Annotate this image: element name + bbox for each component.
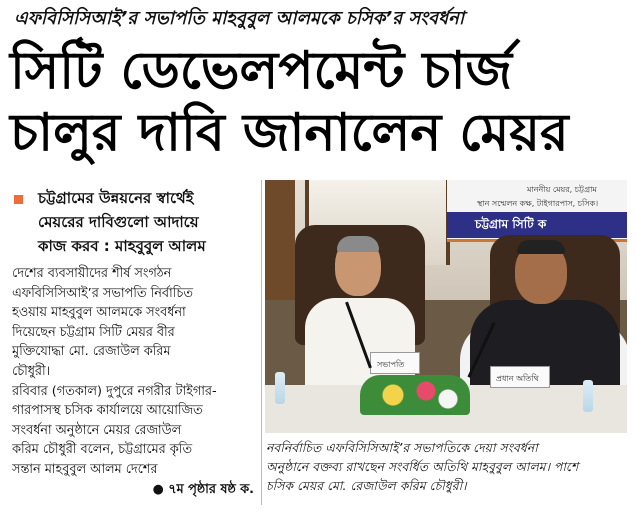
body-line: চৌধুরী।: [12, 363, 51, 379]
body-line: হওয়ায় মাহবুবুল আলমকে সংবর্ধনা: [12, 305, 186, 321]
column-divider: [261, 180, 262, 505]
body-line: সংবর্ধনা অনুষ্ঠানে মেয়র রেজাউল: [12, 422, 182, 438]
body-line: সন্তান মাহবুবুল আলম দেশের: [12, 461, 158, 477]
placard-text: প্রধান অতিথি: [496, 374, 539, 383]
person-speaker-hair: [337, 236, 379, 252]
person-mayor-hair: [517, 240, 565, 254]
body-line: গারপাসস্থ চসিক কার্যালয়ে আয়োজিত: [12, 403, 203, 419]
body-line: এফবিসিসিআই’র সভাপতি নির্বাচিত: [12, 285, 193, 301]
banner-small-text: স্থান সম্মেলন কক্ষ, টাইগারপাস, চসিক।: [477, 199, 599, 208]
continued-on-page-link[interactable]: ● ৭ম পৃষ্ঠার ষষ্ঠ ক.: [152, 481, 254, 497]
body-line: করিম চৌধুরী বলেন, চট্টগ্রামের কৃতি: [12, 442, 192, 458]
summary-line: মেয়রের দাবিগুলো আদায়ে: [38, 213, 199, 231]
headline-line-2: চালুর দাবি জানালেন মেয়র: [10, 103, 569, 163]
water-bottle: [583, 380, 593, 412]
name-placard-left: [370, 352, 420, 374]
square-bullet-icon: [14, 195, 23, 204]
flower-bouquet: [360, 375, 470, 415]
body-line: দেশের ব্যবসায়ীদের শীর্ষ সংগঠন: [12, 266, 172, 281]
caption-line: অনুষ্ঠানে বক্তব্য রাখছেন সংবর্ধিত অতিথি মাহবুবুল আলম। পাশে: [266, 459, 579, 474]
photo-caption: [266, 438, 630, 495]
body-line: মুক্তিযোদ্ধা মো. রেজাউল করিম: [12, 344, 171, 360]
news-photo: [265, 180, 627, 433]
summary-block: [10, 186, 258, 258]
article-body: [12, 264, 258, 499]
body-line: দিয়েছেন চট্টগ্রাম সিটি মেয়র বীর: [12, 324, 175, 340]
kicker: এফবিসিসিআই’র সভাপতি মাহবুবুল আলমকে চসিক’র সংবর্ধনা: [14, 8, 465, 29]
banner-title: চট্টগ্রাম সিটি ক: [475, 217, 547, 231]
water-bottle: [275, 372, 285, 404]
name-placard-right: [490, 366, 550, 388]
headline-line-1: সিটি ডেভেলপমেন্ট চার্জ: [10, 41, 513, 101]
caption-line: নবনির্বাচিত এফবিসিসিআই’র সভাপতিকে দেয়া সংবর্ধনা: [266, 440, 538, 455]
body-line: রবিবার (গতকাল) দুপুরে নগরীর টাইগার-: [12, 383, 217, 399]
banner-small-text: মাননীয় মেয়র, চট্টগ্রাম: [527, 185, 597, 194]
summary-line: কাজ করব : মাহবুবুল আলম: [38, 237, 206, 255]
summary-line: চট্টগ্রামের উন্নয়নের স্বার্থেই: [38, 189, 194, 207]
caption-line: চসিক মেয়র মো. রেজাউল করিম চৌধুরী।: [266, 478, 467, 493]
photo-wood-panel: [265, 180, 295, 300]
placard-text: সভাপতি: [377, 360, 405, 369]
